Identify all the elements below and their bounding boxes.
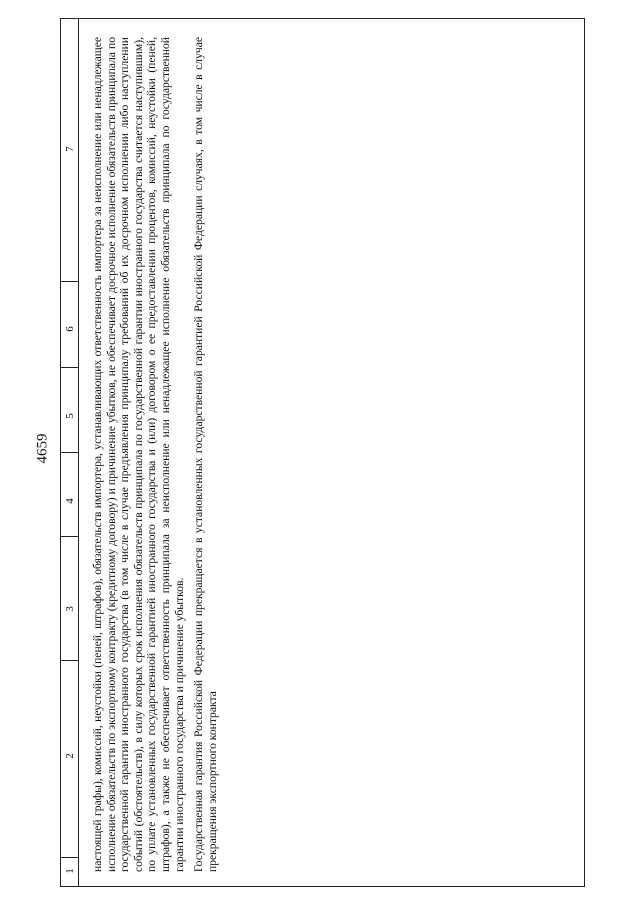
column-number-header (61, 19, 79, 886)
column-divider (61, 367, 79, 368)
column-number-7: 7 (64, 146, 76, 152)
column-divider (61, 452, 79, 453)
column-number-5: 5 (64, 413, 76, 419)
column-divider (61, 660, 79, 661)
page-number: 4659 (34, 433, 51, 464)
column-divider (61, 857, 79, 858)
column-number-1: 1 (64, 868, 76, 874)
column-number-2: 2 (64, 753, 76, 759)
column-divider (61, 281, 79, 282)
column-number-4: 4 (64, 498, 76, 504)
document-table (60, 18, 585, 887)
column-7-text (91, 37, 225, 872)
column-divider (61, 536, 79, 537)
column-number-6: 6 (64, 326, 76, 332)
paragraph-2: Государственная гарантия Российской Федерации прекращается в установленных государственной гарантией Российской Федерации случаях, в том числе в случае прекращения экспортного контракта (192, 37, 219, 872)
column-7-cell (79, 19, 584, 886)
column-number-3: 3 (64, 606, 76, 612)
paragraph-1: настоящей графы), комиссий, неустойки (пеней, штрафов), обязательств импортера, устанавливающих ответственность импортера за неисполнение или ненадлежащее исполнение обязательств по экспортному контракту (кредитному договору) и причинение убытков, не обеспечивает досрочное исполнение обязательств принципала по государственной гарантии иностранного государства (в том числе в случае предъявления принципалу требований об их досрочном исполнении либо наступлении событий (обстоятельств), в силу которых срок исполнения обязательств принципала по государственной гарантии иностранного государства считается наступившим), по уплате установленных государственной гарантией иностранного государства и (или) договором о ее предоставлении процентов, комиссий, неустойки (пеней, штрафов), а также не обеспечивает ответственность принципала за неисполнение или ненадлежащее исполнение обязательств принципала по государственной гарантии иностранного государства и причинение убытков. (91, 37, 186, 872)
